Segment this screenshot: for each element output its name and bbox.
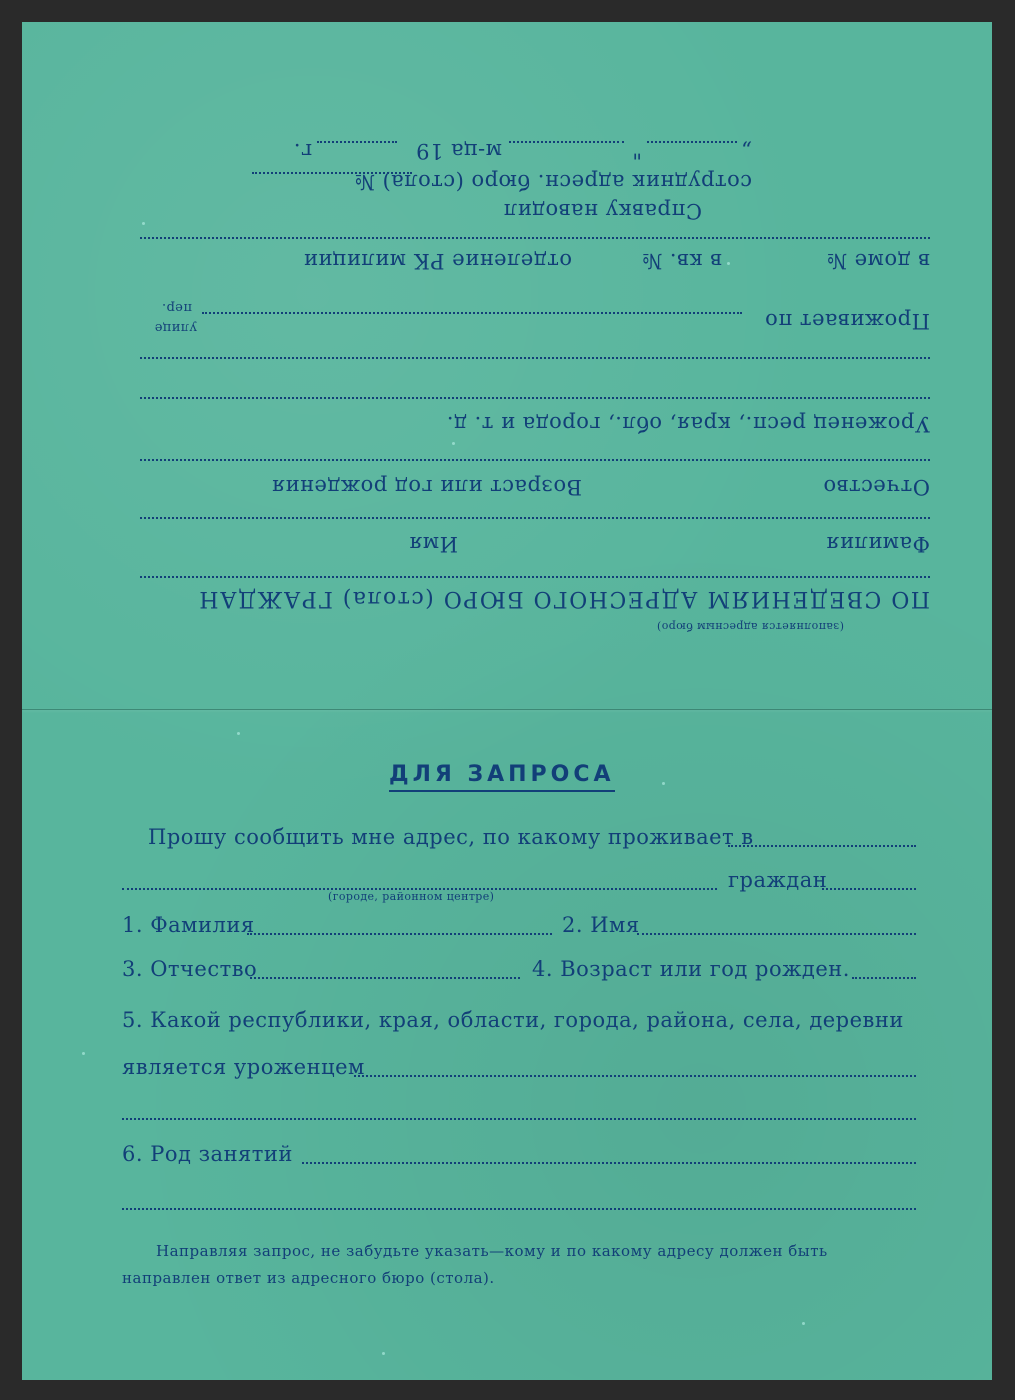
reply-age-label: Возраст или год рождения (271, 475, 582, 499)
field-occupation-line-2[interactable] (122, 1208, 916, 1210)
paper-fleck (727, 262, 730, 265)
reply-patronymic-label: Отчество (823, 475, 930, 499)
reply-street-label: улице (154, 320, 197, 335)
footer-note-line1: Направляя запрос, не забудьте указать—кому и по какому адресу должен быть (156, 1242, 828, 1260)
date-month-line (509, 141, 624, 143)
reply-patronymic-line (140, 459, 930, 461)
field-name-line[interactable] (637, 933, 916, 935)
reply-title-line (140, 576, 930, 578)
field-patronymic-label: 3. Отчество (122, 957, 258, 981)
form-card (22, 22, 992, 1380)
fold-line (22, 709, 992, 710)
paper-fleck (142, 222, 145, 225)
paper-fleck (382, 1352, 385, 1355)
reply-employee-line (252, 172, 412, 174)
reply-house-label: в доме № (826, 249, 930, 273)
field-born-line-2[interactable] (122, 1118, 916, 1120)
date-g-label: г. (293, 139, 312, 163)
reply-title: ПО СВЕДЕНИЯМ АДРЕСНОГО БЮРО (стола) ГРАЖДАН (197, 586, 930, 611)
reply-surname-line (140, 517, 930, 519)
request-citizen-line[interactable] (822, 888, 916, 890)
date-year-line (317, 141, 397, 143)
field-patronymic-line[interactable] (250, 977, 520, 979)
date-quote-close: " (631, 139, 642, 163)
reply-house-line (140, 237, 930, 239)
field-name-label: 2. Имя (562, 913, 640, 937)
reply-employee-label: сотрудник адресн. бюро (стола) № (354, 170, 752, 194)
reply-police-label: отделение РК милиции (303, 249, 572, 273)
reply-street-line (202, 312, 742, 314)
request-city-hint: (городе, районном центре) (328, 890, 495, 903)
date-month-year-label: м-ца 19 (415, 139, 502, 163)
date-day-line (647, 141, 737, 143)
field-age-line[interactable] (852, 977, 916, 979)
paper-fleck (662, 782, 665, 785)
field-surname-label: 1. Фамилия (122, 913, 255, 937)
field-born-label-2: является уроженцем (122, 1055, 365, 1079)
paper-fleck (802, 1322, 805, 1325)
reply-inquiry-label: Справку наводил (503, 199, 702, 223)
reply-born-label: Уроженец респ., края, обл., города и т. д. (446, 412, 930, 436)
reply-section-upside-down (22, 22, 992, 709)
field-occupation-line[interactable] (302, 1162, 916, 1164)
reply-name-label: Имя (408, 532, 458, 556)
request-title: ДЛЯ ЗАПРОСА (389, 762, 615, 792)
field-born-line[interactable] (354, 1075, 916, 1077)
request-city-line[interactable] (728, 845, 916, 847)
filled-by-note: (заполняется адресным бюро) (656, 620, 844, 633)
field-occupation-label: 6. Род занятий (122, 1142, 293, 1166)
request-citizen-label: граждан (728, 868, 828, 892)
request-intro: Прошу сообщить мне адрес, по какому проживает в (148, 825, 754, 849)
field-surname-line[interactable] (247, 933, 552, 935)
field-born-label: 5. Какой республики, края, области, города, района, села, деревни (122, 1008, 904, 1032)
field-age-label: 4. Возраст или год рожден. (532, 957, 850, 981)
footer-note-line2: направлен ответ из адресного бюро (стола). (122, 1269, 495, 1287)
reply-born-line-2 (140, 357, 930, 359)
reply-surname-label: Фамилия (825, 532, 930, 556)
paper-fleck (237, 732, 240, 735)
paper-fleck (452, 442, 455, 445)
reply-lives-label: Проживает по (764, 309, 930, 333)
date-quote-open: „ (740, 139, 752, 163)
reply-apt-label: в кв. № (641, 249, 722, 273)
reply-born-line (140, 397, 930, 399)
reply-lane-label: пер. (161, 300, 192, 315)
paper-fleck (82, 1052, 85, 1055)
